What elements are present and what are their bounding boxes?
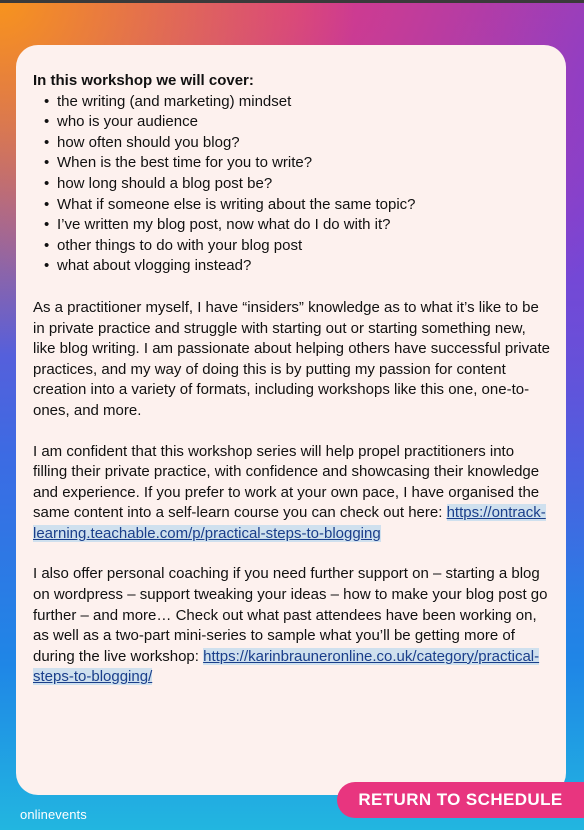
list-item: • who is your audience (48, 112, 550, 133)
list-item: • I’ve written my blog post, now what do I do with it? (48, 215, 550, 236)
list-item: • how often should you blog? (48, 133, 550, 154)
content-card (16, 45, 566, 795)
confidence-text: I am confident that this workshop series will help propel practitioners into filling their private practice, with confidence and showcasing their knowledge and experience. If you prefer to work at your own pace, I have organised the same content into a self-learn course you can check out here: (33, 442, 540, 522)
coaching-text: I also offer personal coaching if you need further support on – starting a blog on wordpress – support tweaking your ideas – how to make your blog post go further – and more… Check out what past attendees have been working on, as well as a two-part mini-series to sample what you’ll be getting more of during the live workshop: (33, 565, 548, 665)
list-item: • When is the best time for you to write? (48, 153, 550, 174)
course-link[interactable]: https://ontrack-learning.teachable.com/p/practical-steps-to-blogging (33, 504, 546, 542)
coaching-paragraph (33, 564, 550, 688)
practitioner-paragraph: As a practitioner myself, I have “insiders” knowledge as to what it’s like to be in private practice and struggle with starting out or starting something new, like blog writing. I am passionate about helping others have successful private practices, and my way of doing this is by putting my passion for content creation into a variety of formats, including workshops like this one, one-to-ones, and more. (33, 298, 550, 419)
list-item: • what about vlogging instead? (48, 256, 550, 277)
topic-list (33, 92, 550, 277)
confidence-paragraph (33, 442, 550, 545)
list-item: • other things to do with your blog post (48, 236, 550, 257)
top-border (0, 0, 584, 3)
brand-logo: onlinevents (20, 807, 87, 822)
list-item: • the writing (and marketing) mindset (48, 92, 550, 113)
list-item: • What if someone else is writing about the same topic? (48, 195, 550, 216)
category-link[interactable]: https://karinbrauneronline.co.uk/category/practical-steps-to-blogging/ (33, 647, 540, 686)
return-to-schedule-button[interactable]: RETURN TO SCHEDULE (337, 782, 584, 818)
workshop-heading: In this workshop we will cover: (33, 72, 254, 89)
list-item: • how long should a blog post be? (48, 174, 550, 195)
